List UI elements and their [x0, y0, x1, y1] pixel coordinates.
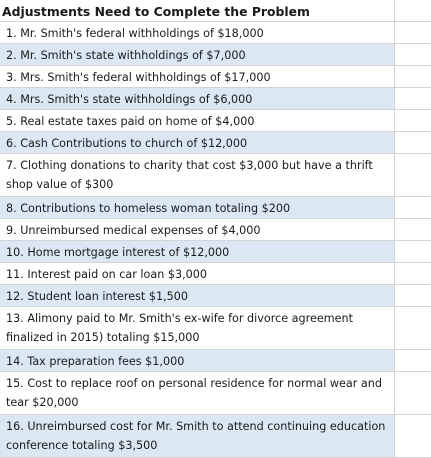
table-row: [0, 110, 431, 132]
item-cell[interactable]: 2. Mr. Smith's state withholdings of $7,000: [0, 44, 395, 65]
item-cell[interactable]: 13. Alimony paid to Mr. Smith's ex-wife for divorce agreement finalized in 2015) totaling $15,000: [0, 307, 395, 349]
header-cell[interactable]: Adjustments Need to Complete the Problem: [0, 0, 395, 21]
empty-cell[interactable]: [395, 197, 431, 218]
table-row: [0, 132, 431, 154]
empty-cell[interactable]: [395, 22, 431, 43]
item-cell[interactable]: 9. Unreimbursed medical expenses of $4,000: [0, 219, 395, 240]
empty-cell[interactable]: [395, 219, 431, 240]
table-row: [0, 241, 431, 263]
item-cell[interactable]: 14. Tax preparation fees $1,000: [0, 350, 395, 371]
item-cell[interactable]: 15. Cost to replace roof on personal residence for normal wear and tear $20,000: [0, 372, 395, 414]
empty-cell[interactable]: [395, 241, 431, 262]
table-row: [0, 307, 431, 350]
header-row: [0, 0, 431, 22]
empty-cell[interactable]: [395, 307, 431, 349]
item-cell[interactable]: 5. Real estate taxes paid on home of $4,000: [0, 110, 395, 131]
empty-cell[interactable]: [395, 88, 431, 109]
item-cell[interactable]: 3. Mrs. Smith's federal withholdings of $17,000: [0, 66, 395, 87]
empty-cell[interactable]: [395, 154, 431, 196]
item-cell[interactable]: 1. Mr. Smith's federal withholdings of $18,000: [0, 22, 395, 43]
table-row: [0, 263, 431, 285]
empty-cell[interactable]: [395, 285, 431, 306]
empty-cell[interactable]: [395, 0, 431, 21]
empty-cell[interactable]: [395, 350, 431, 371]
item-cell[interactable]: 7. Clothing donations to charity that cost $3,000 but have a thrift shop value of $300: [0, 154, 395, 196]
empty-cell[interactable]: [395, 110, 431, 131]
empty-cell[interactable]: [395, 44, 431, 65]
table-row: [0, 22, 431, 44]
empty-cell[interactable]: [395, 66, 431, 87]
item-cell[interactable]: 4. Mrs. Smith's state withholdings of $6,000: [0, 88, 395, 109]
item-cell[interactable]: 8. Contributions to homeless woman totaling $200: [0, 197, 395, 218]
table-row: [0, 415, 431, 458]
table-row: [0, 350, 431, 372]
table-row: [0, 197, 431, 219]
table-row: [0, 44, 431, 66]
table-row: [0, 285, 431, 307]
table-row: [0, 154, 431, 197]
table-row: [0, 219, 431, 241]
item-cell[interactable]: 10. Home mortgage interest of $12,000: [0, 241, 395, 262]
table-row: [0, 88, 431, 110]
table-row: [0, 372, 431, 415]
item-cell[interactable]: 12. Student loan interest $1,500: [0, 285, 395, 306]
empty-cell[interactable]: [395, 372, 431, 414]
table-row: [0, 66, 431, 88]
empty-cell[interactable]: [395, 415, 431, 457]
item-cell[interactable]: 16. Unreimbursed cost for Mr. Smith to attend continuing education conference totaling $3,500: [0, 415, 395, 457]
item-cell[interactable]: 6. Cash Contributions to church of $12,000: [0, 132, 395, 153]
empty-cell[interactable]: [395, 263, 431, 284]
empty-cell[interactable]: [395, 132, 431, 153]
item-cell[interactable]: 11. Interest paid on car loan $3,000: [0, 263, 395, 284]
